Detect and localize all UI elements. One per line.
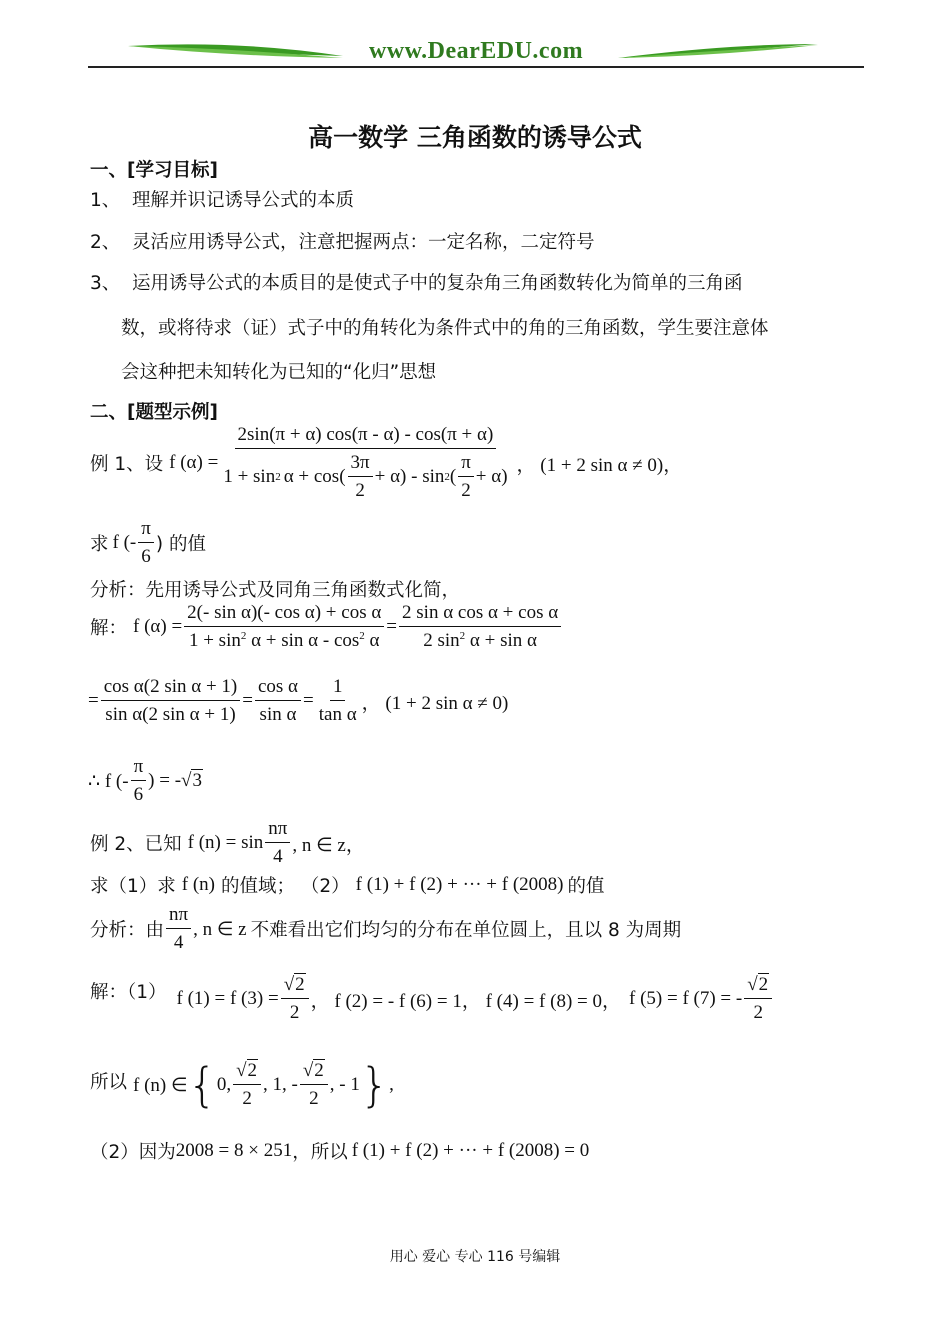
example2-question: 求（1）求 f (n) 的值域； （2） f (1) + f (2) + ··· + f (2008) 的值 [90,874,605,897]
page-title: 高一数学 三角函数的诱导公式 [308,123,642,152]
example2-analysis: 分析：由 $\frac{n\pi}{4}$ , n ∈ z 不难看出它们均匀的分布在单位圆上，且以 8 为周期 [90,904,682,953]
section-heading-examples: 二、[题型示例] [90,402,218,423]
example1-analysis: 分析：先用诱导公式及同角三角函数式化简， [90,580,461,601]
header-rule [88,66,864,68]
goal-item-2: 2、 灵活应用诱导公式，注意把握两点：一定名称，二定符号 [90,232,595,253]
example1-question: 求 f (- $\frac{\pi}{6}$ ) 的值 [90,518,206,567]
example1-definition: 例 1、设 f (α) = 2sin(π + α) cos(π - α) - cos(π + α) 1 + sin 2 α + cos( $\frac{3\pi}{2}$ + α) - sin 2 ( $\frac{\pi}{2}$ + α) ， (1 + 2 sin α ≠ 0)， [90,424,683,501]
left-brace: { [187,1058,217,1112]
example2-definition: 例 2、已知 f (n) = sin $\frac{n\pi}{4}$ , n ∈ z， [90,818,365,867]
page-footer: 用心 爱心 专心 116 号编辑 [389,1249,561,1265]
site-logo[interactable]: www.DearEDU.com [368,38,584,64]
example1-solution-step2: = $\frac{\text{cos α(2 sin α + 1)}}{\text{sin α(2 sin α + 1)}}$ = $\frac{\text{cos α}}{\text{sin α}}$ = $\frac{1}{\text{tan α}}$ ， (1 + 2 sin α ≠ 0) [88,676,509,725]
goal-item-1: 1、 理解并识记诱导公式的本质 [90,190,355,211]
page-header [88,36,864,70]
example1-solution-step1: 解： f (α) = $\frac{\text{2(- sin α)(- cos α) + cos α}}{1 + \sin^2 \alpha + \sin \alpha - \cos^2 \alpha}$ = $\frac{\text{2 sin α cos α + cos α}}{2 \sin^2 \alpha + \sin \alpha}$ [90,602,563,652]
example1-result: ∴ f (- $\frac{\pi}{6}$ ) = - √3 [88,756,202,805]
example1-fraction: 2sin(π + α) cos(π - α) - cos(π + α) 1 + sin 2 α + cos( $\frac{3\pi}{2}$ + α) - sin 2 ( $\frac{\pi}{2}$ + α) [223,424,508,501]
example2-solution-sum: （2）因为 2008 = 8 × 251 ，所以 f (1) + f (2) + ··· + f (2008) = 0 [90,1140,590,1163]
right-brace: } [359,1058,390,1112]
goal-item-3: 3、 运用诱导公式的本质目的是使式子中的复杂角三角函数转化为简单的三角函 [90,273,743,294]
goal-item-3-cont-2: 会这种把未知转化为已知的“化归”思想 [121,362,437,383]
sqrt-symbol: √3 [181,770,202,791]
section-heading-goals: 一、[学习目标] [90,160,218,181]
example2-solution-values: 解：（1） f (1) = f (3) = $\frac{√2}{2}$ ， f (2) = - f (6) = 1， f (4) = f (8) = 0， f (5) = f (7) = - $\frac{√2}{2}$ [90,974,774,1024]
goal-item-3-cont-1: 数，或将待求（证）式子中的角转化为条件式中的角的三角函数，学生要注意体 [121,318,769,339]
example2-range-set: 所以 f (n) ∈ { 0, $\frac{√2}{2}$ , 1, - $\frac{√2}{2}$ , - 1 } , [90,1058,394,1112]
